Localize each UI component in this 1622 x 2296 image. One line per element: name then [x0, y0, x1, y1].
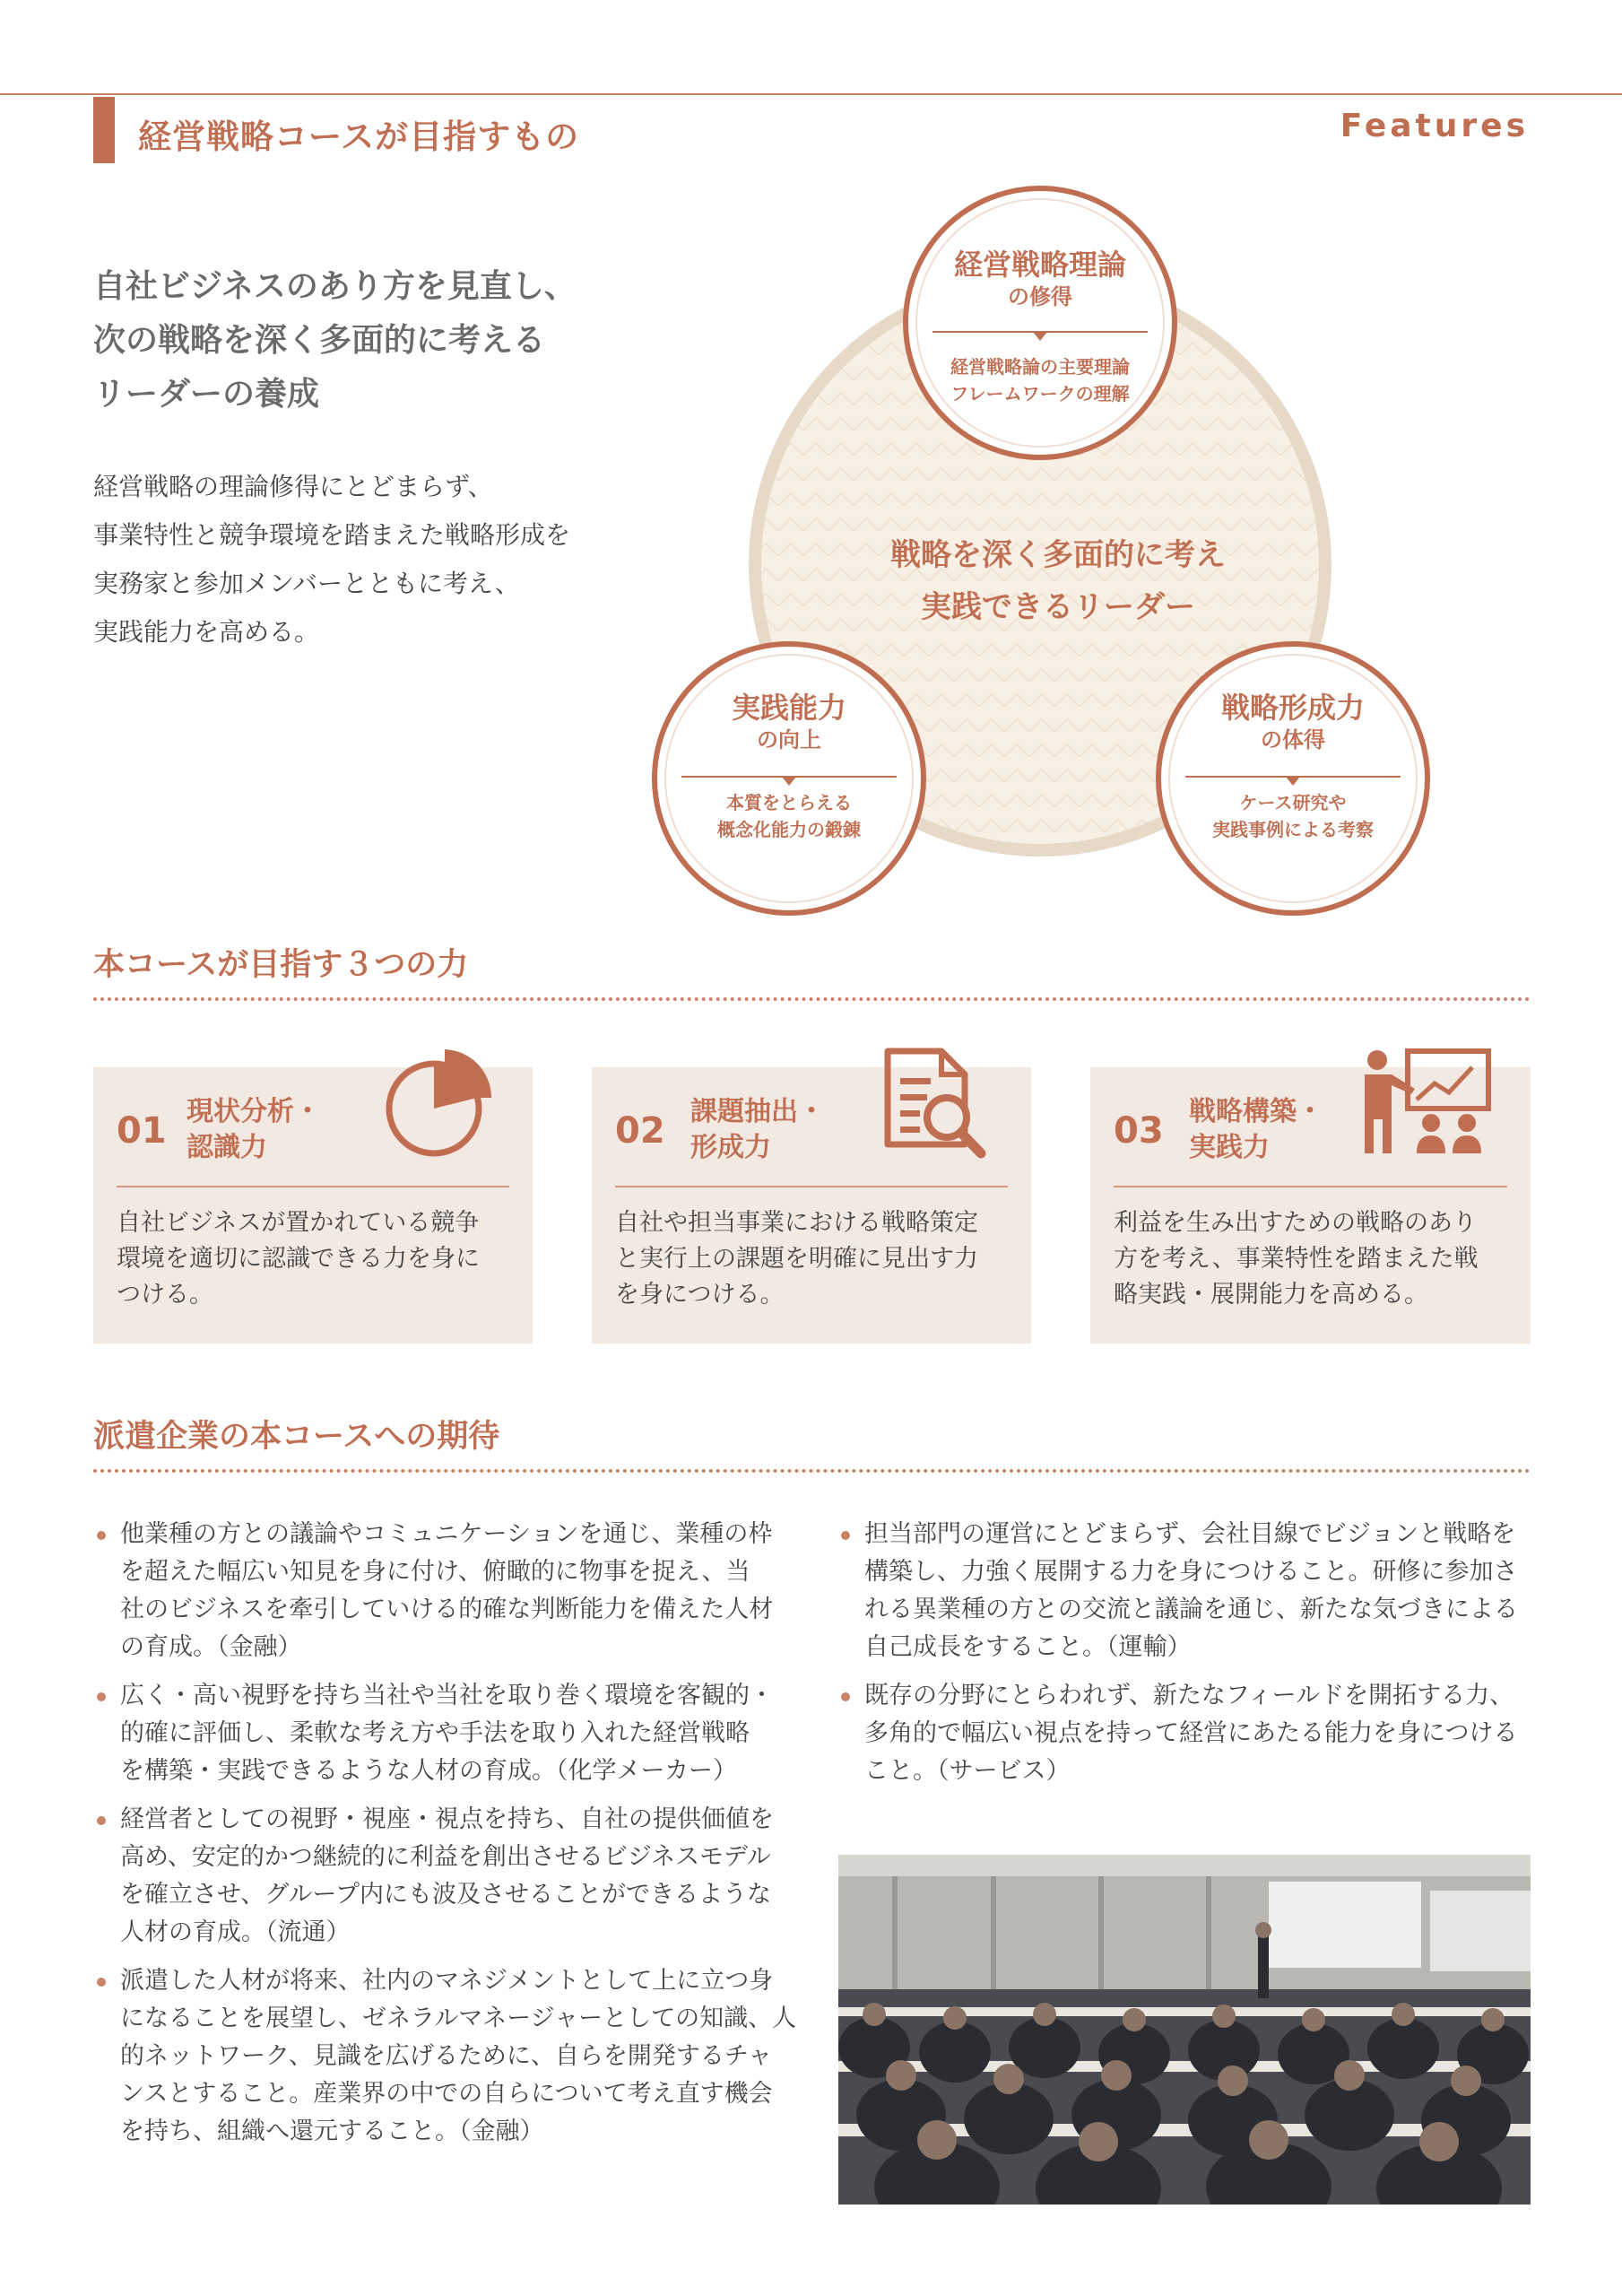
card-title	[186, 1094, 321, 1166]
list-item: 派遣した人材が将来、社内のマネジメントとして上に立つ身 になることを展望し、ゼネラルマネージャーとしての知識、人 的ネットワーク、見識を広げるために、自らを開発するチャ ンスとすること。産業界の中での自らについて考え直す機会 を持ち、組織へ還元すること。（金融）	[93, 1962, 811, 2151]
seminar-room-image	[838, 1855, 1531, 2205]
title-accent-bar	[93, 97, 115, 163]
circle-sub: の体得	[1261, 727, 1325, 752]
expectations-left	[93, 1516, 811, 2161]
ability-card-2	[592, 1067, 1031, 1344]
lead-line: 経営戦略の理論修得にとどまらず、	[93, 472, 493, 501]
circle-left-text	[664, 689, 915, 843]
features-label: Features	[1340, 108, 1529, 144]
circle-desc: フレームワークの理解	[950, 383, 1130, 404]
circle-desc: 概念化能力の鍛錬	[717, 819, 861, 840]
card-number: 02	[615, 1110, 665, 1152]
card-title-line: 現状分析・	[186, 1096, 321, 1127]
list-item: 既存の分野にとらわれず、新たなフィールドを開拓する力、 多角的で幅広い視点を持って経営にあたる能力を身につける こと。（サービス）	[837, 1677, 1555, 1790]
card-title-line: 実践力	[1189, 1132, 1270, 1163]
circle-top-text	[915, 246, 1166, 407]
card-body-line: 自社や担当事業における戦略策定	[615, 1209, 978, 1237]
section-heading-expectations: 派遣企業の本コースへの期待	[93, 1419, 500, 1455]
page-title: 経営戦略コースが目指すもの	[138, 117, 580, 156]
card-rule	[117, 1186, 509, 1187]
section-heading-abilities: 本コースが目指す３つの力	[93, 947, 469, 983]
document-search-icon	[879, 1048, 990, 1159]
center-line: 戦略を深く多面的に考え	[890, 537, 1226, 573]
circle-right-text	[1167, 689, 1418, 843]
lead-line: 実践能力を高める。	[93, 617, 320, 647]
card-body-line: と実行上の課題を明確に見出す力	[615, 1245, 978, 1273]
list-item: 経営者としての視野・視座・視点を持ち、自社の提供価値を 高め、安定的かつ継続的に利益を創出させるビジネスモデル を確立させ、グループ内にも波及させることができるような 人材の育成。（流通）	[93, 1801, 811, 1952]
card-number: 03	[1114, 1110, 1164, 1152]
section-divider	[93, 997, 1531, 1001]
lead-line: 事業特性と競争環境を踏まえた戦略形成を	[93, 520, 571, 550]
presentation-icon	[1361, 1048, 1496, 1159]
top-rule	[0, 93, 1622, 95]
card-body-line: 利益を生み出すための戦略のあり	[1114, 1209, 1477, 1237]
card-body	[615, 1205, 1013, 1313]
headline-line: 次の戦略を深く多面的に考える	[93, 322, 546, 359]
list-item: 他業種の方との議論やコミュニケーションを通じ、業種の枠 を超えた幅広い知見を身に付け、俯瞰的に物事を捉え、当 社のビジネスを牽引していける的確な判断能力を備えた人材 の育成。（金融）	[93, 1516, 811, 1666]
lead-line: 実務家と参加メンバーとともに考え、	[93, 569, 520, 598]
card-number: 01	[117, 1110, 167, 1152]
card-title-line: 戦略構築・	[1189, 1096, 1323, 1127]
card-body-line: を身につける。	[615, 1281, 785, 1309]
seminar-photo	[838, 1855, 1531, 2205]
expectations-right	[837, 1516, 1555, 1801]
circle-desc: ケース研究や	[1239, 792, 1347, 813]
circle-desc: 本質をとらえる	[726, 792, 852, 813]
card-title	[1189, 1094, 1323, 1166]
circle-sub: の修得	[1008, 284, 1072, 309]
center-message	[798, 529, 1318, 633]
card-body	[117, 1205, 515, 1313]
circle-desc: 実践事例による考察	[1212, 819, 1374, 840]
intro-lead	[93, 463, 667, 657]
card-title-line: 認識力	[186, 1132, 267, 1163]
card-title-line: 形成力	[690, 1132, 771, 1163]
circle-desc: 経営戦略論の主要理論	[950, 356, 1130, 378]
card-rule	[615, 1186, 1008, 1187]
card-body-line: 方を考え、事業特性を踏まえた戦	[1114, 1245, 1479, 1273]
list-item: 担当部門の運営にとどまらず、会社目線でビジョンと戦略を 構築し、力強く展開する力を身につけること。研修に参加さ れる異業種の方との交流と議論を通じ、新たな気づきによる 自己成長をすること。（運輸）	[837, 1516, 1555, 1666]
card-body-line: 略実践・展開能力を高める。	[1114, 1281, 1428, 1309]
card-body	[1114, 1205, 1513, 1313]
pie-chart-icon	[384, 1046, 495, 1157]
ability-card-1	[93, 1067, 533, 1344]
circle-title: 経営戦略理論	[953, 248, 1126, 282]
circle-title: 戦略形成力	[1220, 691, 1365, 725]
intro-headline	[93, 260, 649, 422]
leadership-diagram	[628, 179, 1622, 933]
headline-line: リーダーの養成	[93, 376, 320, 413]
card-body-line: つける。	[117, 1281, 213, 1309]
headline-line: 自社ビジネスのあり方を見直し、	[93, 268, 577, 305]
list-item: 広く・高い視野を持ち当社や当社を取り巻く環境を客観的・ 的確に評価し、柔軟な考え方や手法を取り入れた経営戦略 を構築・実践できるような人材の育成。（化学メーカー）	[93, 1677, 811, 1790]
center-line: 実践できるリーダー	[921, 589, 1195, 625]
circle-sub: の向上	[757, 727, 821, 752]
ability-card-3	[1090, 1067, 1531, 1344]
circle-title: 実践能力	[731, 691, 846, 725]
card-rule	[1114, 1186, 1507, 1187]
card-body-line: 自社ビジネスが置かれている競争	[117, 1209, 480, 1237]
card-title	[690, 1094, 825, 1166]
card-title-line: 課題抽出・	[690, 1096, 825, 1127]
section-divider	[93, 1469, 1531, 1473]
card-body-line: 環境を適切に認識できる力を身に	[117, 1245, 480, 1273]
